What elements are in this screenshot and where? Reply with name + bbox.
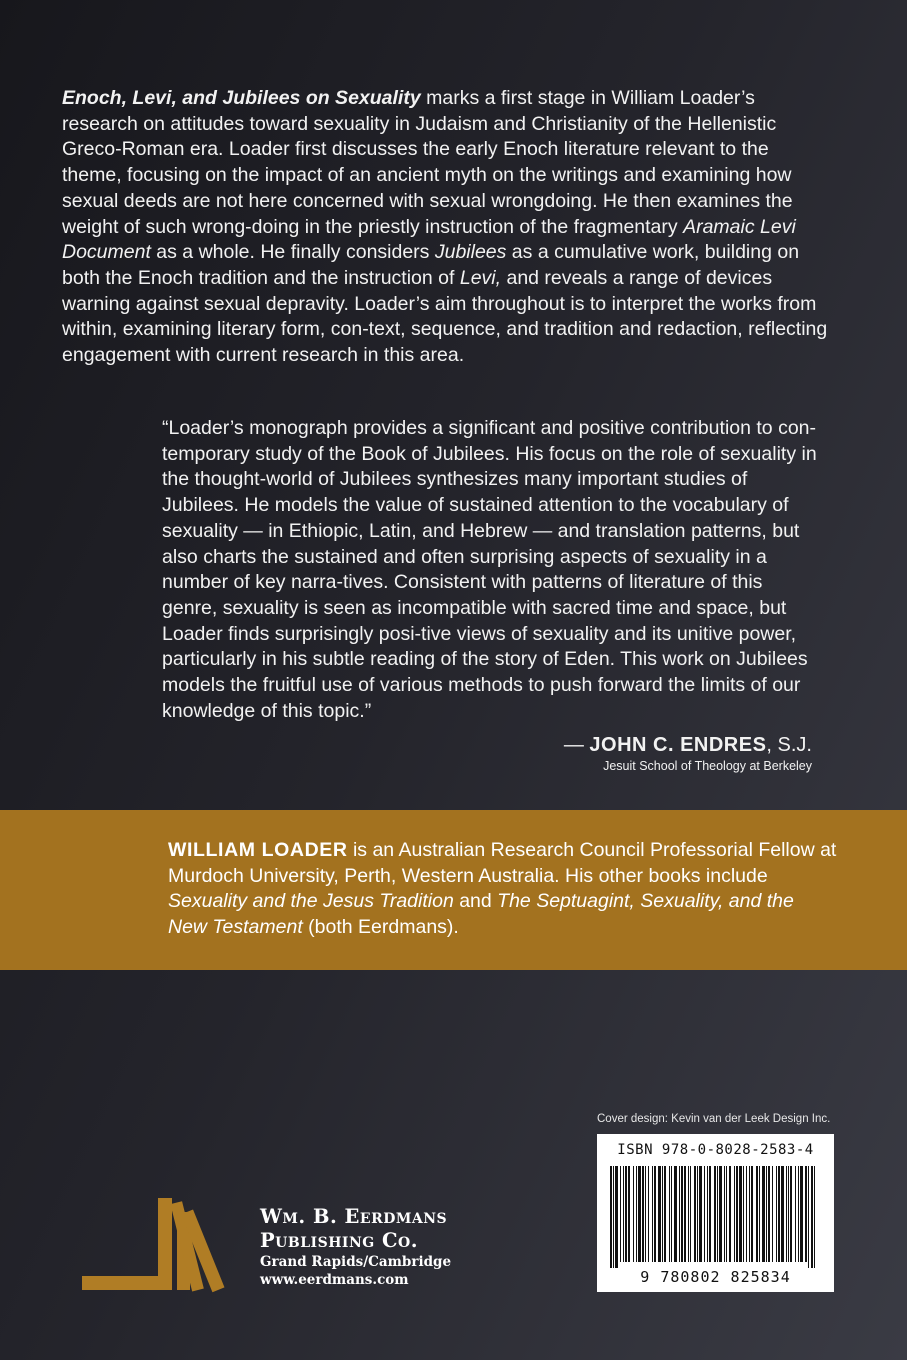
publisher-location: Grand Rapids/Cambridge (260, 1254, 452, 1270)
author-name: WILLIAM LOADER (168, 839, 348, 861)
author-bio: WILLIAM LOADER is an Australian Research Council Professorial Fellow at Murdoch University, Perth, Western Australia. His other books include Sexuality and the Jesus Tradition and The Septuagint, Sexuality, and the New Testament (both Eerdmans). (168, 839, 837, 939)
isbn-label: ISBN 978-0-8028-2583-4 (617, 1142, 814, 1158)
aramaic-levi-title: Aramaic Levi Document (62, 215, 796, 264)
endorsement-attribution (564, 734, 812, 773)
barcode (610, 1166, 821, 1268)
endorser-name-line: — JOHN C. ENDRES, S.J. (563, 734, 812, 756)
other-book-1: Sexuality and the Jesus Tradition (168, 890, 454, 913)
endorser-affiliation: Jesuit School of Theology at Berkeley (603, 759, 812, 773)
description-text: and reveals a range of devices warning against sexual depravity. Loader’s aim throughout is to interpret the works from within, examining literary form, con-text, sequence, and tradition and redaction, reflecting engagement with current research in this area. (62, 266, 828, 367)
barcode-box (597, 1134, 834, 1292)
endorser-name: JOHN C. ENDRES (589, 734, 767, 756)
book-title: Enoch, Levi, and Jubilees on Sexuality (62, 87, 421, 109)
endorsement-quote: “Loader’s monograph provides a significant and positive contribution to con-temporary study of the Book of Jubilees. His focus on the role of sexuality in the thought-world of Jubilees synthesizes many important studies of Jubilees. He models the value of sustained attention to the vocabulary of sexuality — in Ethiopic, Latin, and Hebrew — and translation patterns, but also charts the sustained and often surprising aspects of sexuality in a number of key narra-tives. Consistent with patterns of literature of this genre, sexuality is seen as incompatible with sacred time and space, but Loader finds surprisingly posi-tive views of sexuality and its unitive power, particularly in his subtle reading of the story of Eden. This work on Jubilees models the fruitful use of various methods to push forward the limits of our knowledge of this topic.” (162, 417, 817, 722)
jubilees-title: Jubilees (434, 241, 507, 264)
description-text: as a cumulative work, building on both the Enoch tradition and the instruction of (62, 241, 800, 289)
publisher-url[interactable]: www.eerdmans.com (260, 1272, 409, 1288)
publisher-block (260, 1205, 451, 1289)
publisher-name-line1: Wm. B. Eerdmans (260, 1205, 448, 1228)
publisher-logo-icon (82, 1190, 252, 1300)
cover-credit: Cover design: Kevin van der Leek Design Inc. (597, 1113, 831, 1125)
publisher-name-line2: Publishing Co. (260, 1229, 419, 1252)
isbn-digits: 9 780802 825834 (640, 1268, 791, 1286)
other-book-2: The Septuagint, Sexuality, and the New Testament (168, 890, 794, 939)
description-text: marks a first stage in William Loader’s research on attitudes toward sexuality in Judaism and Christianity of the Hellenistic Greco-Roman era. Loader first discusses the early Enoch literature relevant to the theme, focusing on the impact of an ancient myth on the writings and examining how sexual deeds are not here concerned with sexual wrongdoing. He then examines the weight of such wrong-doing in the priestly instruction of the fragmentary (62, 87, 793, 238)
book-description (62, 86, 832, 369)
levi-title: Levi, (459, 266, 502, 289)
description-text: as a whole. He finally considers (150, 241, 435, 264)
